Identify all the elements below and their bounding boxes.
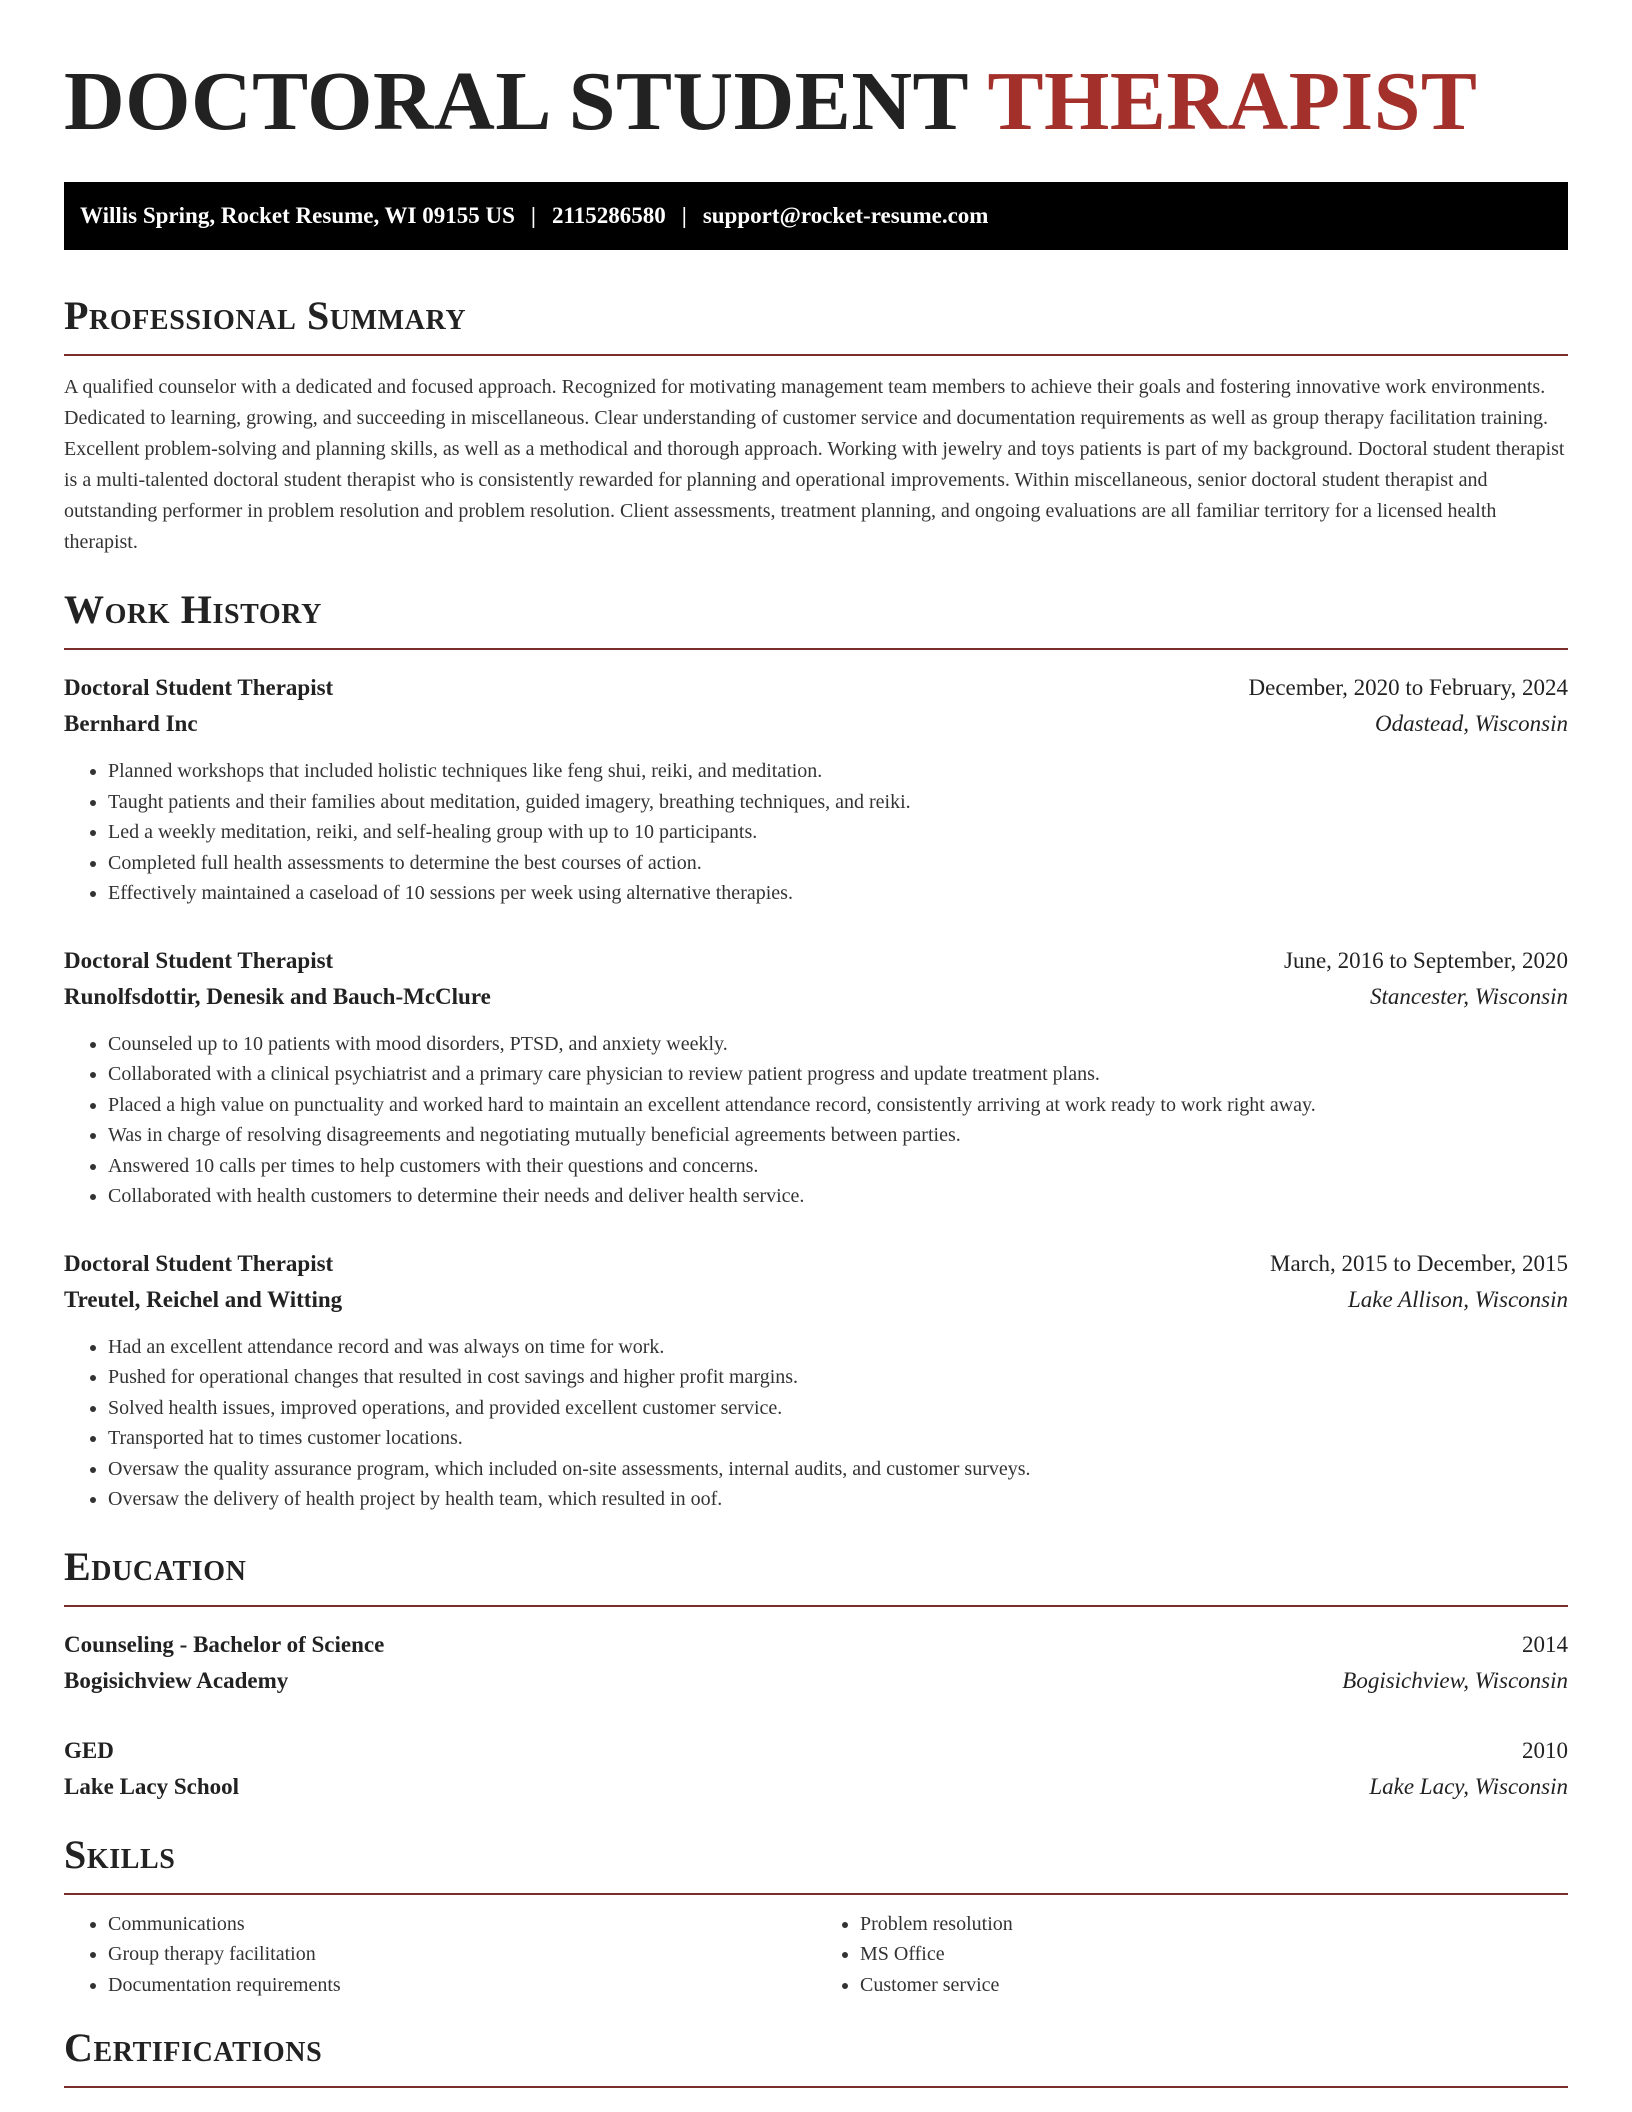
job-location: Stancester, Wisconsin xyxy=(1369,983,1568,1009)
job-bullets xyxy=(64,1332,1568,1515)
job-bullet: • Was in charge of resolving disagreements and negotiating mutually beneficial agreements between parties. xyxy=(108,1120,1568,1151)
skills-column-left xyxy=(64,1909,816,2001)
job-company: Treutel, Reichel and Witting xyxy=(64,1286,343,1312)
skill-item: • Documentation requirements xyxy=(108,1970,816,2001)
section-divider xyxy=(64,2086,1568,2088)
job-bullet: • Solved health issues, improved operations, and provided excellent customer service. xyxy=(108,1393,1568,1424)
job-bullets xyxy=(64,756,1568,909)
job-title: Doctoral Student Therapist xyxy=(64,675,334,701)
contact-email: support@rocket-resume.com xyxy=(702,203,989,229)
job-bullet: • Transported hat to times customer locations. xyxy=(108,1423,1568,1454)
job-title: Doctoral Student Therapist xyxy=(64,1250,334,1276)
title-accent: THERAPIST xyxy=(987,55,1478,148)
job-company-row xyxy=(64,1282,1568,1318)
job-entry xyxy=(64,670,1568,909)
summary-heading: Professional Summary xyxy=(64,293,467,339)
job-dates: March, 2015 to December, 2015 xyxy=(1270,1250,1568,1276)
education-year: 2014 xyxy=(1522,1631,1568,1657)
skill-item: • Communications xyxy=(108,1909,816,1940)
education-heading: Education xyxy=(64,1543,247,1589)
skill-item: • MS Office xyxy=(860,1939,1568,1970)
skill-item: • Group therapy facilitation xyxy=(108,1939,816,1970)
job-header-row xyxy=(64,670,1568,706)
job-location: Odastead, Wisconsin xyxy=(1375,711,1568,737)
title-main: DOCTORAL STUDENT xyxy=(64,55,968,148)
job-entry xyxy=(64,943,1568,1212)
education-degree: GED xyxy=(64,1737,114,1763)
job-bullet: • Oversaw the quality assurance program, which included on-site assessments, internal audits, and customer surveys. xyxy=(108,1454,1568,1485)
education-header-row xyxy=(64,1733,1568,1769)
education-school-row xyxy=(64,1663,1568,1699)
section-divider xyxy=(64,1893,1568,1895)
summary-text: A qualified counselor with a dedicated and focused approach. Recognized for motivating management team members to achieve their goals and fostering innovative work environments. Dedicated to learning, growing, and succeeding in miscellaneous. Clear understanding of customer service and documentation requirements as well as group therapy facilitation training. Excellent problem-solving and planning skills, as well as a methodical and thorough approach. Working with jewelry and toys patients is part of my background. Doctoral student therapist is a multi-talented doctoral student therapist who is consistently rewarded for planning and operational improvements. Within miscellaneous, senior doctoral student therapist and outstanding performer in problem resolution and problem resolution. Client assessments, treatment planning, and ongoing evaluations are all familiar territory for a licensed health therapist. xyxy=(64,376,1565,554)
job-bullet: • Completed full health assessments to determine the best courses of action. xyxy=(108,848,1568,879)
skills-list xyxy=(64,1909,1568,2001)
contact-separator: | xyxy=(530,203,536,229)
education-entry xyxy=(64,1627,1568,1699)
job-company: Bernhard Inc xyxy=(64,711,198,737)
job-bullet: • Taught patients and their families about meditation, guided imagery, breathing techniques, and reiki. xyxy=(108,787,1568,818)
education-school-row xyxy=(64,1769,1568,1805)
job-company: Runolfsdottir, Denesik and Bauch-McClure xyxy=(64,983,491,1009)
education-header-row xyxy=(64,1627,1568,1663)
job-bullets xyxy=(64,1029,1568,1212)
education-location: Lake Lacy, Wisconsin xyxy=(1369,1773,1568,1799)
education-year: 2010 xyxy=(1522,1737,1568,1763)
skill-item: • Customer service xyxy=(860,1970,1568,2001)
job-bullet: • Had an excellent attendance record and was always on time for work. xyxy=(108,1332,1568,1363)
education-degree: Counseling - Bachelor of Science xyxy=(64,1631,385,1657)
job-dates: June, 2016 to September, 2020 xyxy=(1284,947,1568,973)
section-divider xyxy=(64,354,1568,356)
education-location: Bogisichview, Wisconsin xyxy=(1342,1667,1568,1693)
work-history-heading: Work History xyxy=(64,587,322,633)
page-title xyxy=(64,56,1568,148)
job-company-row xyxy=(64,979,1568,1015)
job-bullet: • Oversaw the delivery of health project by health team, which resulted in oof. xyxy=(108,1484,1568,1515)
education-school: Bogisichview Academy xyxy=(64,1667,289,1693)
skills-heading: Skills xyxy=(64,1831,176,1877)
job-dates: December, 2020 to February, 2024 xyxy=(1248,675,1568,701)
section-divider xyxy=(64,648,1568,650)
contact-phone: 2115286580 xyxy=(552,203,666,229)
job-location: Lake Allison, Wisconsin xyxy=(1348,1286,1568,1312)
contact-bar xyxy=(64,182,1568,250)
contact-separator: | xyxy=(681,203,687,229)
skills-column-right xyxy=(816,1909,1568,2001)
job-bullet: • Planned workshops that included holistic techniques like feng shui, reiki, and meditation. xyxy=(108,756,1568,787)
job-bullet: • Collaborated with health customers to determine their needs and deliver health service. xyxy=(108,1181,1568,1212)
job-company-row xyxy=(64,706,1568,742)
job-entry xyxy=(64,1246,1568,1515)
job-bullet: • Pushed for operational changes that resulted in cost savings and higher profit margins. xyxy=(108,1362,1568,1393)
certifications-heading: Certifications xyxy=(64,2025,323,2071)
job-bullet: • Placed a high value on punctuality and worked hard to maintain an excellent attendance record, consistently arriving at work ready to work right away. xyxy=(108,1090,1568,1121)
job-bullet: • Collaborated with a clinical psychiatrist and a primary care physician to review patient progress and update treatment plans. xyxy=(108,1059,1568,1090)
job-header-row xyxy=(64,1246,1568,1282)
job-title: Doctoral Student Therapist xyxy=(64,947,334,973)
job-bullet: • Counseled up to 10 patients with mood disorders, PTSD, and anxiety weekly. xyxy=(108,1029,1568,1060)
job-bullet: • Led a weekly meditation, reiki, and self-healing group with up to 10 participants. xyxy=(108,817,1568,848)
skill-item: • Problem resolution xyxy=(860,1909,1568,1940)
job-bullet: • Effectively maintained a caseload of 10 sessions per week using alternative therapies. xyxy=(108,878,1568,909)
job-header-row xyxy=(64,943,1568,979)
section-divider xyxy=(64,1605,1568,1607)
contact-address: Willis Spring, Rocket Resume, WI 09155 US xyxy=(80,203,515,229)
education-entry xyxy=(64,1733,1568,1805)
education-school: Lake Lacy School xyxy=(64,1773,240,1799)
job-bullet: • Answered 10 calls per times to help customers with their questions and concerns. xyxy=(108,1151,1568,1182)
